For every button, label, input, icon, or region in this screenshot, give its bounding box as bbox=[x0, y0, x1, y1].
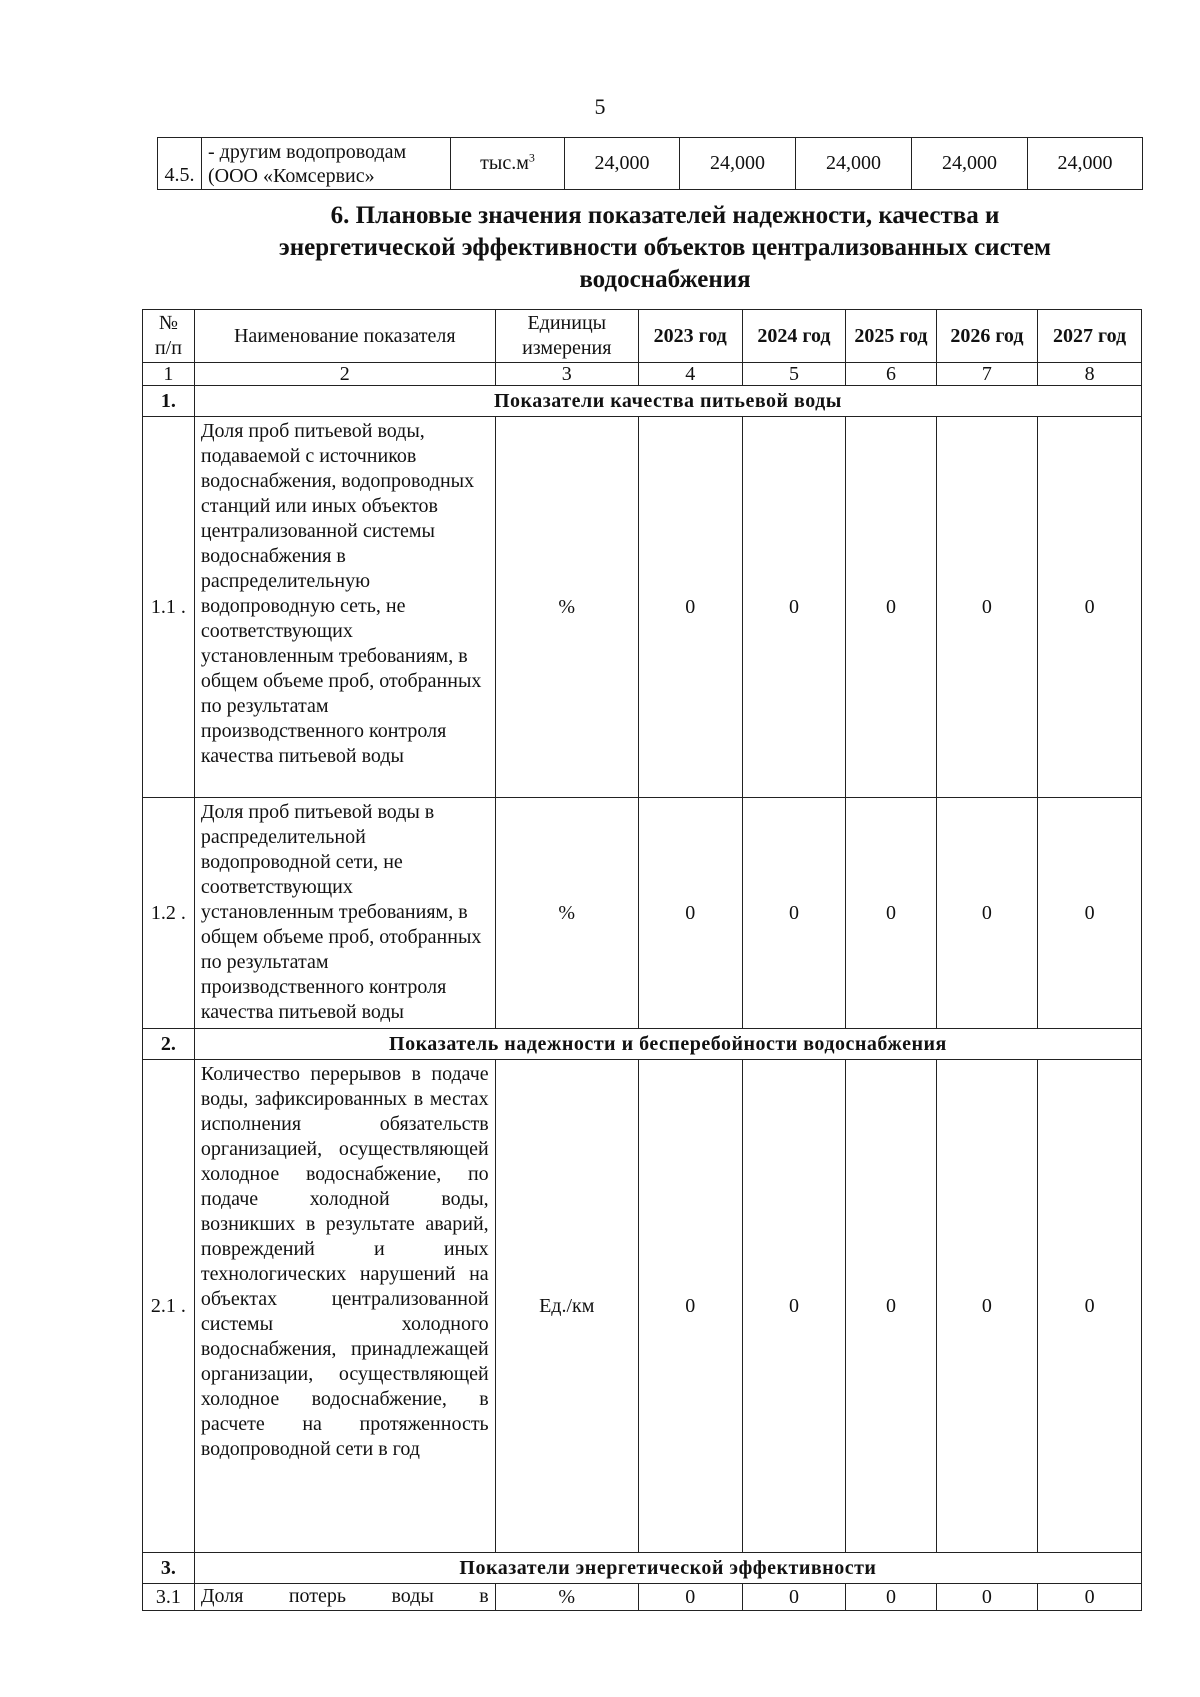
row-value: 24,000 bbox=[796, 138, 912, 190]
indicators-table bbox=[142, 309, 1142, 1611]
row-value: 0 bbox=[638, 417, 742, 798]
unit-base: тыс.м bbox=[480, 152, 529, 174]
row-name-line: - другим водопроводам bbox=[208, 140, 407, 163]
row-unit bbox=[451, 138, 565, 190]
header-year: 2023 год bbox=[638, 310, 742, 363]
heading-line: 6. Плановые значения показателей надежности, качества и bbox=[330, 202, 1000, 229]
row-unit: % bbox=[495, 1584, 638, 1611]
row-number: 1.2 . bbox=[143, 798, 195, 1029]
row-value: 0 bbox=[936, 1060, 1038, 1553]
row-value: 0 bbox=[936, 417, 1038, 798]
row-name: Доля проб питьевой воды в распределительной водопроводной сети, не соответствующих установленным требованиям, в общем объеме проб, отобранных по результатам производственного контроля качества питьевой воды bbox=[194, 798, 495, 1029]
continued-table-row bbox=[157, 137, 1143, 190]
column-index-row bbox=[143, 363, 1142, 386]
column-index: 5 bbox=[742, 363, 846, 386]
section-title: Показатели качества питьевой воды bbox=[194, 386, 1141, 417]
column-index: 8 bbox=[1038, 363, 1142, 386]
row-value: 0 bbox=[638, 798, 742, 1029]
row-value: 0 bbox=[936, 1584, 1038, 1611]
row-number: 2.1 . bbox=[143, 1060, 195, 1553]
section-heading bbox=[200, 200, 1130, 296]
row-value: 0 bbox=[742, 1584, 846, 1611]
row-number: 4.5. bbox=[158, 138, 202, 190]
row-value: 24,000 bbox=[680, 138, 796, 190]
row-name: Доля потерь воды в bbox=[194, 1584, 495, 1611]
table-row bbox=[143, 1060, 1142, 1553]
header-year: 2027 год bbox=[1038, 310, 1142, 363]
header-year: 2025 год bbox=[846, 310, 936, 363]
column-index: 3 bbox=[495, 363, 638, 386]
section-row bbox=[143, 1553, 1142, 1584]
row-value: 0 bbox=[742, 1060, 846, 1553]
row-unit: Ед./км bbox=[495, 1060, 638, 1553]
row-value: 0 bbox=[742, 798, 846, 1029]
table-row bbox=[143, 1584, 1142, 1611]
row-value: 0 bbox=[1038, 1060, 1142, 1553]
column-index: 7 bbox=[936, 363, 1038, 386]
row-value: 0 bbox=[936, 798, 1038, 1029]
table-header-row bbox=[143, 310, 1142, 363]
heading-line: водоснабжения bbox=[579, 266, 751, 293]
row-value: 0 bbox=[1038, 798, 1142, 1029]
table-row bbox=[143, 798, 1142, 1029]
unit-superscript: 3 bbox=[528, 150, 535, 165]
row-value: 0 bbox=[638, 1584, 742, 1611]
section-row bbox=[143, 1029, 1142, 1060]
header-num: № п/п bbox=[143, 310, 195, 363]
row-value: 0 bbox=[638, 1060, 742, 1553]
header-unit: Единицы измерения bbox=[495, 310, 638, 363]
row-value: 24,000 bbox=[912, 138, 1028, 190]
section-title: Показатели энергетической эффективности bbox=[194, 1553, 1141, 1584]
row-name: Количество перерывов в подаче воды, зафиксированных в местах исполнения обязательств организацией, осуществляющей холодное водоснабжение, по подаче холодной воды, возникших в результате аварий, повреждений и иных технологических нарушений на объектах централизованной системы холодного водоснабжения, принадлежащей организации, осуществляющей холодное водоснабжение, в расчете на протяженность водопроводной сети в год bbox=[194, 1060, 495, 1553]
table-row bbox=[158, 138, 1143, 190]
page-number: 5 bbox=[594, 94, 606, 119]
row-value: 0 bbox=[846, 1584, 936, 1611]
row-number: 1.1 . bbox=[143, 417, 195, 798]
column-index: 2 bbox=[194, 363, 495, 386]
header-year: 2024 год bbox=[742, 310, 846, 363]
row-value: 0 bbox=[846, 798, 936, 1029]
section-number: 1. bbox=[143, 386, 195, 417]
row-value: 0 bbox=[846, 1060, 936, 1553]
row-value: 0 bbox=[742, 417, 846, 798]
row-unit: % bbox=[495, 798, 638, 1029]
section-number: 2. bbox=[143, 1029, 195, 1060]
row-name: Доля проб питьевой воды, подаваемой с источников водоснабжения, водопроводных станций или иных объектов централизованной системы водоснабжения в распределительную водопроводную сеть, не соответствующих установленным требованиям, в общем объеме проб, отобранных по результатам производственного контроля качества питьевой воды bbox=[194, 417, 495, 798]
column-index: 1 bbox=[143, 363, 195, 386]
table-row bbox=[143, 417, 1142, 798]
header-name: Наименование показателя bbox=[194, 310, 495, 363]
header-year: 2026 год bbox=[936, 310, 1038, 363]
section-number: 3. bbox=[143, 1553, 195, 1584]
row-value: 0 bbox=[1038, 1584, 1142, 1611]
section-row bbox=[143, 386, 1142, 417]
column-index: 6 bbox=[846, 363, 936, 386]
row-name bbox=[202, 138, 451, 190]
row-value: 24,000 bbox=[1028, 138, 1143, 190]
row-value: 24,000 bbox=[565, 138, 680, 190]
row-unit: % bbox=[495, 417, 638, 798]
section-title: Показатель надежности и бесперебойности водоснабжения bbox=[194, 1029, 1141, 1060]
row-name-line: (ООО «Комсервис» bbox=[208, 164, 375, 187]
row-number: 3.1 bbox=[143, 1584, 195, 1611]
column-index: 4 bbox=[638, 363, 742, 386]
row-value: 0 bbox=[1038, 417, 1142, 798]
row-value: 0 bbox=[846, 417, 936, 798]
heading-line: энергетической эффективности объектов централизованных систем bbox=[278, 234, 1052, 261]
